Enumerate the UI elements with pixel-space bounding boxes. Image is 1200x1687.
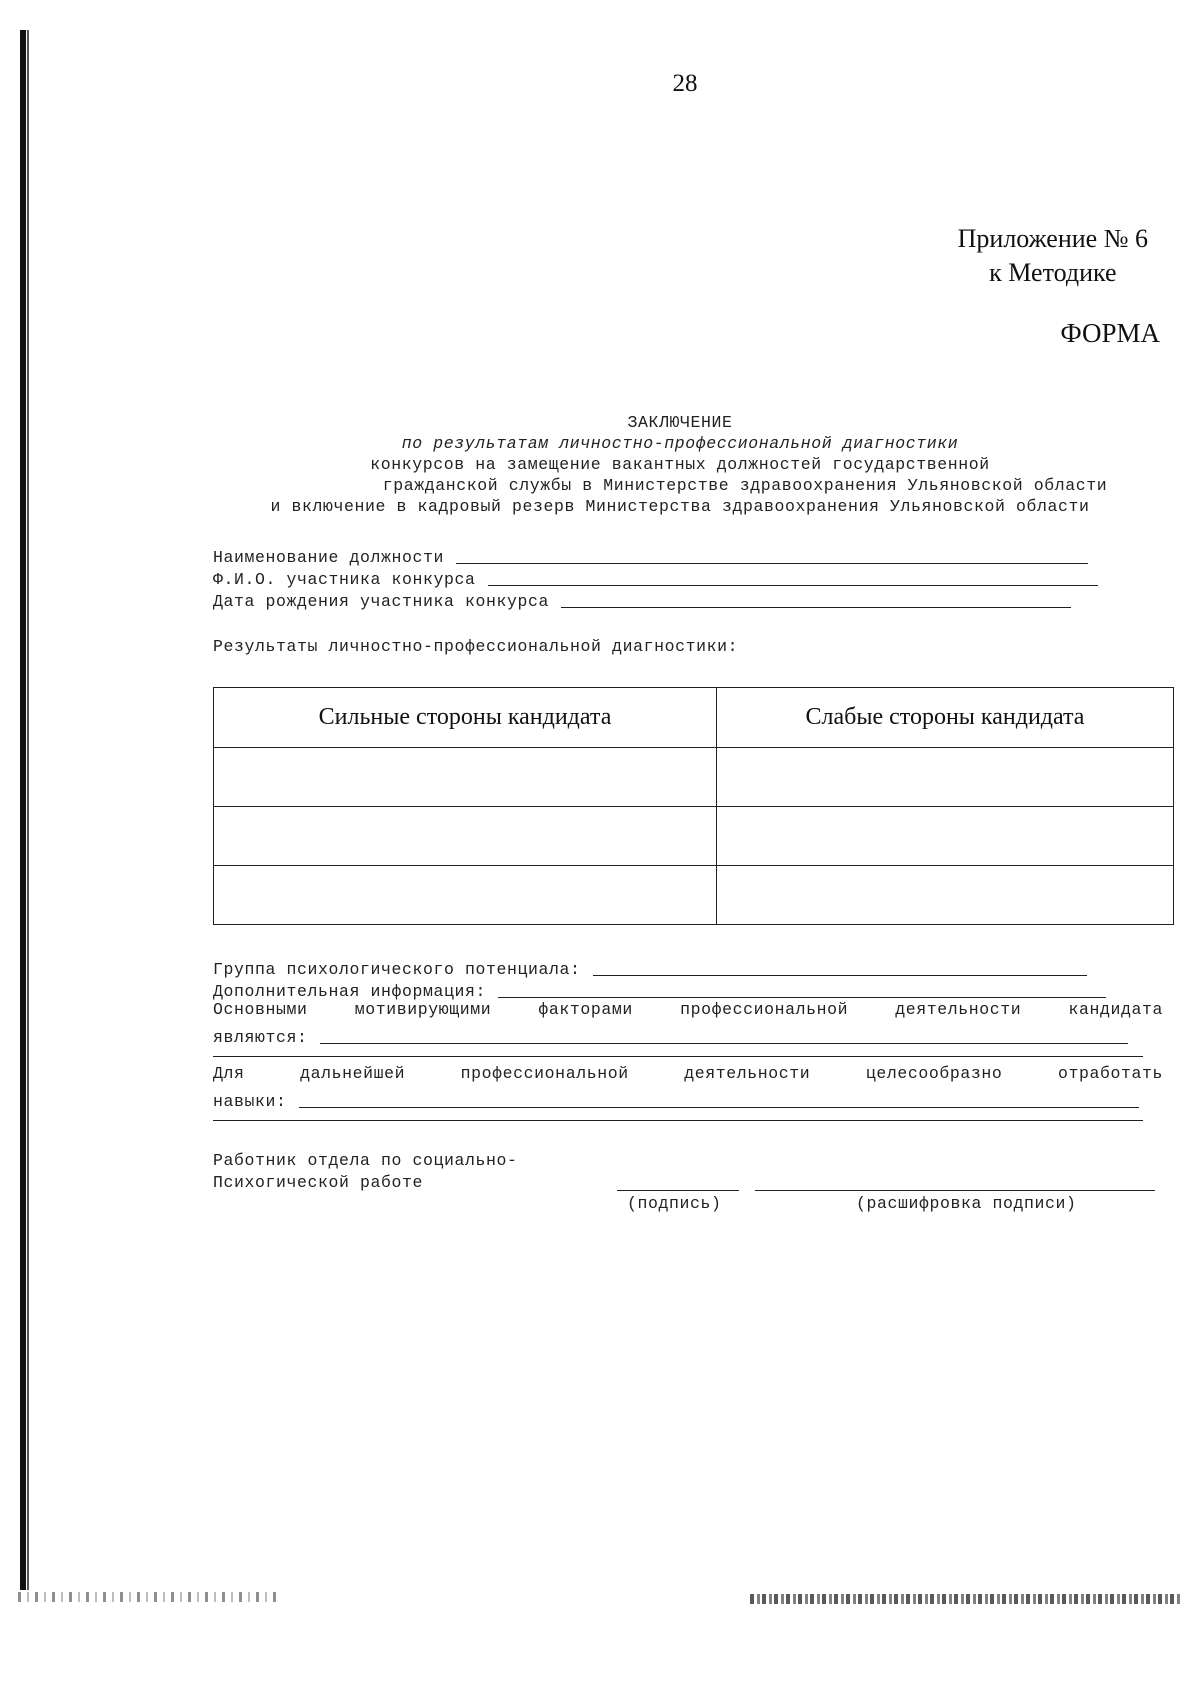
table-header-row: [214, 688, 1174, 748]
position-input-line[interactable]: [456, 562, 1088, 564]
motivating-factors-line-1: [213, 1000, 1163, 1019]
position-label: Наименование должности: [213, 548, 445, 567]
scan-noise-right: [750, 1594, 1180, 1604]
table-row: [214, 748, 1174, 807]
skills-field: [213, 1092, 1139, 1111]
psych-group-input-line[interactable]: [593, 974, 1087, 976]
weaknesses-header: Слабые стороны кандидата: [717, 688, 1174, 748]
weakness-cell[interactable]: [717, 748, 1174, 807]
skills-word: отработать: [1057, 1064, 1163, 1083]
motivating-factors-label: являются:: [213, 1028, 308, 1047]
strength-cell[interactable]: [214, 866, 717, 925]
appendix-line-1: Приложение № 6: [957, 224, 1148, 253]
title-line-3: гражданской службы в Министерстве здравоохранения Ульяновской области: [382, 476, 1108, 495]
title-line-4: и включение в кадровый резерв Министерства здравоохранения Ульяновской области: [270, 497, 1090, 516]
skills-extra-line[interactable]: [213, 1120, 1143, 1121]
birth-date-label: Дата рождения участника конкурса: [213, 592, 550, 611]
skills-word: целесообразно: [865, 1064, 1003, 1083]
skills-label: навыки:: [213, 1092, 287, 1111]
signature-caption: (подпись): [627, 1194, 722, 1213]
weakness-cell[interactable]: [717, 866, 1174, 925]
skills-line-1: [213, 1064, 1163, 1083]
signature-decoding-line[interactable]: [755, 1190, 1155, 1191]
skills-word: Для: [213, 1064, 245, 1083]
motivating-word: деятельности: [895, 1000, 1022, 1019]
title-line-1: по результатам личностно-профессиональной диагностики: [401, 434, 959, 453]
skills-input-line[interactable]: [299, 1106, 1139, 1108]
additional-info-label: Дополнительная информация:: [213, 982, 487, 1001]
skills-word: дальнейшей: [300, 1064, 406, 1083]
title-heading: ЗАКЛЮЧЕНИЕ: [627, 413, 733, 432]
appendix-header: [958, 222, 1148, 290]
fio-field: [213, 570, 1098, 589]
weakness-cell[interactable]: [717, 807, 1174, 866]
additional-info-field: [213, 982, 1106, 1001]
form-label: ФОРМА: [1060, 318, 1160, 348]
motivating-factors-input-line[interactable]: [320, 1042, 1128, 1044]
psych-group-field: [213, 960, 1087, 979]
title-line-2: конкурсов на замещение вакантных должностей государственной: [370, 455, 990, 474]
scan-edge-mark: [20, 30, 26, 1590]
skills-word: профессиональной: [460, 1064, 629, 1083]
motivating-factors-extra-line[interactable]: [213, 1056, 1143, 1057]
fio-label: Ф.И.О. участника конкурса: [213, 570, 476, 589]
worker-title: [213, 1150, 518, 1194]
signature-decoding-caption: (расшифровка подписи): [856, 1194, 1077, 1213]
birth-date-field: [213, 592, 1071, 611]
skills-word: деятельности: [684, 1064, 811, 1083]
appendix-line-2: к Методике: [989, 258, 1117, 287]
strength-cell[interactable]: [214, 748, 717, 807]
psych-group-label: Группа психологического потенциала:: [213, 960, 581, 979]
strengths-header: Сильные стороны кандидата: [214, 688, 717, 748]
fio-input-line[interactable]: [488, 584, 1098, 586]
motivating-word: Основными: [213, 1000, 308, 1019]
motivating-factors-field: [213, 1028, 1128, 1047]
page-number: 28: [672, 70, 698, 97]
motivating-word: факторами: [538, 1000, 633, 1019]
worker-line-1: Работник отдела по социально-: [213, 1151, 518, 1170]
table-row: [214, 866, 1174, 925]
scan-noise-left: [18, 1592, 278, 1602]
signature-line[interactable]: [617, 1190, 739, 1191]
motivating-word: профессиональной: [680, 1000, 849, 1019]
scan-edge-mark-thin: [27, 30, 29, 1590]
table-row: [214, 807, 1174, 866]
results-label: Результаты личностно-профессиональной диагностики:: [213, 637, 739, 656]
motivating-word: мотивирующими: [354, 1000, 492, 1019]
additional-info-input-line[interactable]: [498, 996, 1106, 998]
position-field: [213, 548, 1088, 567]
motivating-word: кандидата: [1068, 1000, 1163, 1019]
results-table: [213, 687, 1174, 925]
worker-line-2: Психогической работе: [213, 1173, 424, 1192]
document-title: [200, 412, 1160, 517]
strength-cell[interactable]: [214, 807, 717, 866]
birth-date-input-line[interactable]: [561, 606, 1071, 608]
